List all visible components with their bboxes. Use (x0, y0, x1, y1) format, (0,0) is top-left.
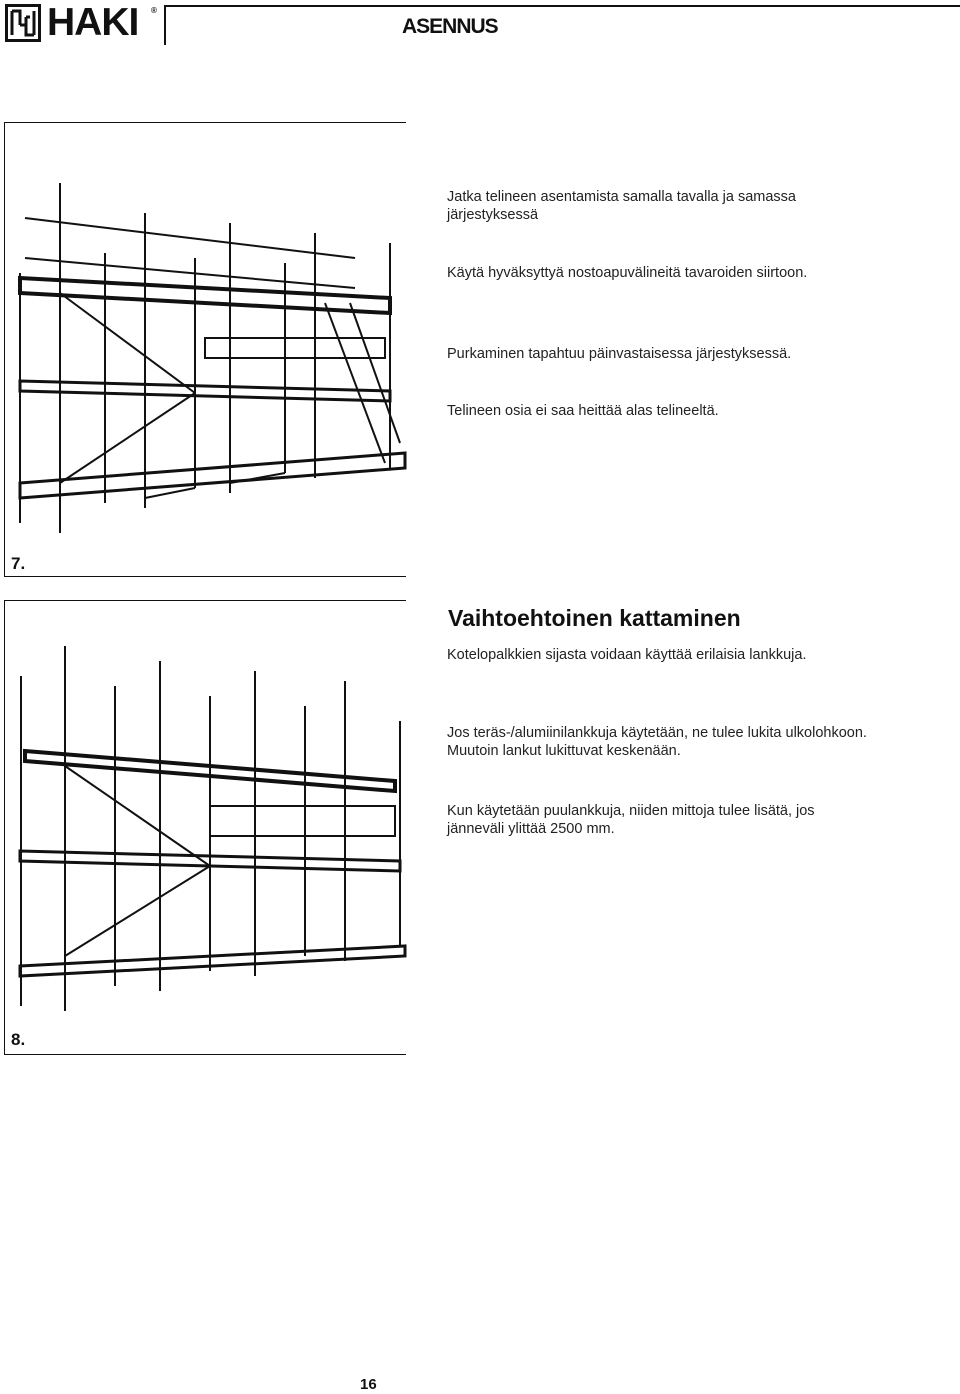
paragraph-continue-assembly: Jatka telineen asentamista samalla tavalla ja samassa järjestyksessä (447, 189, 796, 223)
figure-number: 7. (11, 554, 26, 573)
paragraph-no-throwing: Telineen osia ei saa heittää alas telineeltä. (447, 403, 719, 419)
figure-7-panel (4, 122, 406, 577)
brand-wordmark: HAKI (47, 1, 139, 44)
figure-number: 8. (11, 1030, 26, 1049)
header-rule (164, 5, 960, 45)
scaffold-illustration-8 (5, 601, 407, 1056)
scaffold-illustration-7 (5, 123, 407, 578)
haki-logo (5, 1, 157, 44)
section-heading: Vaihtoehtoinen kattaminen (448, 605, 741, 631)
figure-8-panel (4, 600, 406, 1055)
haki-logo-icon (5, 4, 41, 42)
paragraph-lifting-equipment: Käytä hyväksyttyä nostoapuvälineitä tavaroiden siirtoon. (447, 265, 808, 281)
section-title: ASENNUS (402, 15, 498, 38)
registered-mark: ® (151, 6, 157, 15)
paragraph-dismantling: Purkaminen tapahtuu päinvastaisessa järjestyksessä. (447, 346, 792, 362)
paragraph-planks-alternative: Kotelopalkkien sijasta voidaan käyttää erilaisia lankkuja. (447, 647, 807, 663)
paragraph-steel-planks: Jos teräs-/alumiinilankkuja käytetään, ne tulee lukita ulkolohkoon. Muutoin lankut lukittuvat keskenään. (447, 725, 867, 759)
paragraph-wooden-planks: Kun käytetään puulankkuja, niiden mittoja tulee lisätä, jos jänneväli ylittää 2500 mm. (447, 803, 815, 837)
page-number: 16 (360, 1376, 377, 1393)
